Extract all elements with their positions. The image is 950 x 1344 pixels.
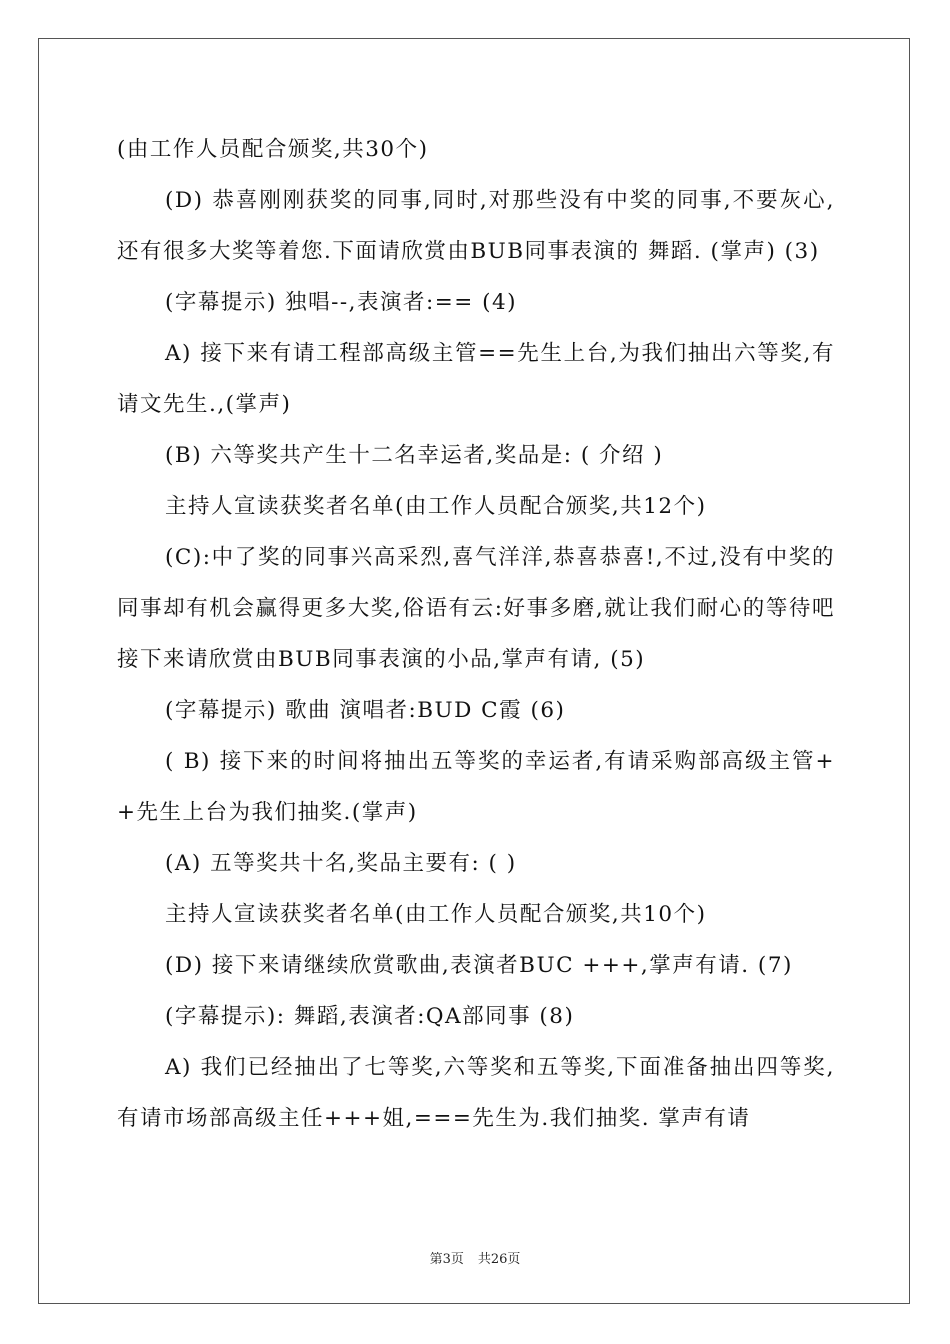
paragraph: 主持人宣读获奖者名单(由工作人员配合颁奖,共12个): [165, 494, 707, 519]
paragraph: ( B) 接下来的时间将抽出五等奖的幸运者,有请采购部高级主管++先生上台为我们抽奖.(掌声): [117, 749, 835, 825]
paragraph: (字幕提示): 舞蹈,表演者:QA部同事 (8): [165, 1004, 575, 1029]
paragraph: (字幕提示) 歌曲 演唱者:BUD C霞 (6): [165, 698, 566, 723]
paragraph: (由工作人员配合颁奖,共30个): [117, 137, 429, 162]
paragraph: 主持人宣读获奖者名单(由工作人员配合颁奖,共10个): [165, 902, 707, 927]
document-body: [117, 124, 835, 1144]
paragraph: (D) 恭喜刚刚获奖的同事,同时,对那些没有中奖的同事,不要灰心,还有很多大奖等着您.下面请欣赏由BUB同事表演的 舞蹈. (掌声) (3): [117, 188, 835, 264]
paragraph: (字幕提示) 独唱--,表演者:== (4): [165, 290, 518, 315]
paragraph: (C):中了奖的同事兴高采烈,喜气洋洋,恭喜恭喜!,不过,没有中奖的同事却有机会赢得更多大奖,俗语有云:好事多磨,就让我们耐心的等待吧 接下来请欣赏由BUB同事表演的小品,掌声有请, (5): [117, 545, 835, 672]
paragraph: (D) 接下来请继续欣赏歌曲,表演者BUC +++,掌声有请. (7): [165, 953, 793, 978]
paragraph: (A) 五等奖共十名,奖品主要有: ( ): [165, 851, 517, 876]
paragraph: (B) 六等奖共产生十二名幸运者,奖品是: ( 介绍 ): [165, 443, 664, 468]
page-footer: [0, 1248, 950, 1267]
page-total: 共26页: [477, 1252, 521, 1267]
page-number: 第3页: [429, 1252, 464, 1267]
paragraph: A) 接下来有请工程部高级主管==先生上台,为我们抽出六等奖,有请文先生.,(掌声): [117, 341, 835, 417]
paragraph: A) 我们已经抽出了七等奖,六等奖和五等奖,下面准备抽出四等奖,有请市场部高级主任+++姐,===先生为.我们抽奖. 掌声有请: [117, 1055, 835, 1131]
